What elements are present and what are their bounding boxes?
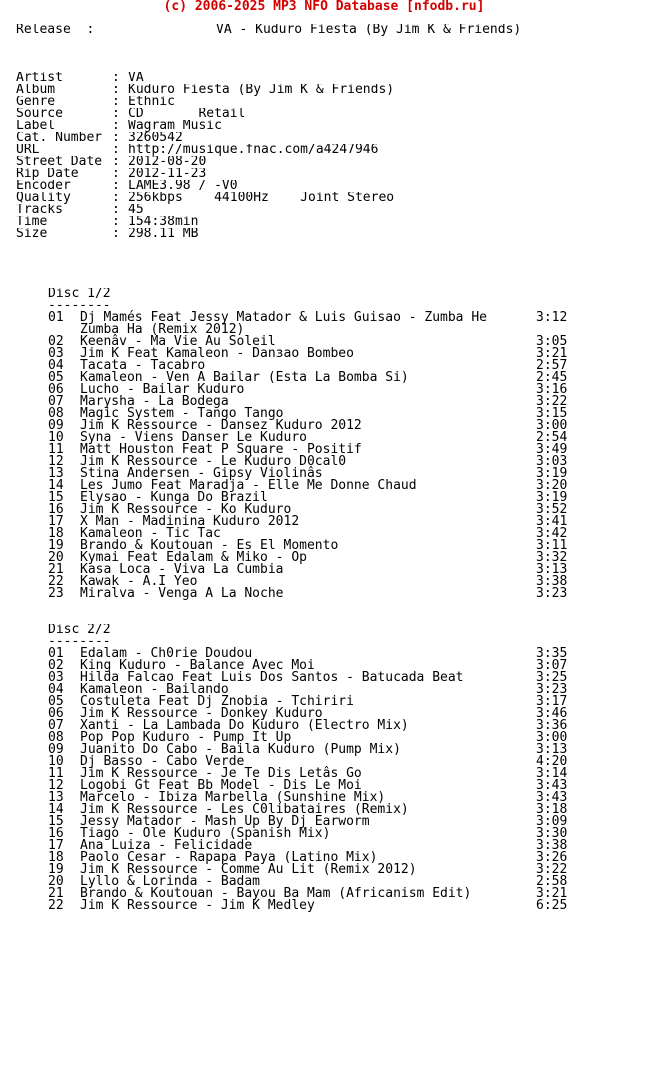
track-title: Keenâv - Ma Vie Au Soleil	[80, 334, 276, 349]
track-row	[48, 900, 648, 912]
track-time: 3:18	[536, 802, 568, 817]
track-number: 21	[48, 562, 64, 577]
info-separator: :	[112, 156, 120, 168]
release-label: Release :	[16, 24, 95, 36]
track-time: 2:54	[536, 430, 568, 445]
track-time: 3:52	[536, 502, 568, 517]
info-row	[16, 96, 648, 108]
info-row	[16, 108, 648, 120]
track-title: Matt Houston Feat P Square - Positif	[80, 442, 362, 457]
info-value: VA	[128, 72, 144, 84]
info-value: 256kbps 44100Hz Joint Stereo	[128, 192, 395, 204]
track-time: 3:05	[536, 334, 568, 349]
track-title: Jessy Matador - Mash Up By Dj Earworm	[80, 814, 370, 829]
track-title: Jim K Ressource - Dansez Kuduro 2012	[80, 418, 362, 433]
track-time: 2:45	[536, 370, 568, 385]
track-number: 15	[48, 814, 64, 829]
track-title: Kamaleon - Tic Tac	[80, 526, 221, 541]
info-row	[16, 168, 648, 180]
info-value: 45	[128, 204, 144, 216]
info-separator: :	[112, 168, 120, 180]
track-title: Les Jumo Feat Maradja - Elle Me Donne Chaud	[80, 478, 417, 493]
track-number: 23	[48, 586, 64, 601]
track-title: Pop Pop Kuduro - Pump It Up	[80, 730, 292, 745]
track-number: 04	[48, 682, 64, 697]
info-value: Ethnic	[128, 96, 175, 108]
track-title: Hilda Falcao Feat Luis Dos Santos - Batucada Beat	[80, 670, 464, 685]
spacer	[16, 48, 648, 60]
disc-section	[48, 288, 648, 600]
disc-rule: --------	[48, 300, 111, 312]
track-time: 3:42	[536, 526, 568, 541]
disc-section	[48, 624, 648, 912]
track-time: 3:46	[536, 706, 568, 721]
info-value: Kuduro Fiesta (By Jim K & Friends)	[128, 84, 395, 96]
track-title: Juanito Do Cabo - Baila Kuduro (Pump Mix)	[80, 742, 401, 757]
info-row	[16, 180, 648, 192]
track-number: 13	[48, 466, 64, 481]
release-value: VA - Kuduro Fiesta (By Jim K & Friends)	[216, 24, 522, 36]
tracklist	[16, 288, 648, 912]
track-title: Jim K Ressource - Donkey Kuduro	[80, 706, 323, 721]
track-number: 14	[48, 802, 64, 817]
track-number: 05	[48, 694, 64, 709]
spacer	[16, 276, 648, 288]
disc-rule: --------	[48, 636, 111, 648]
track-title: Marcelo - Ibiza Marbella (Sunshine Mix)	[80, 790, 386, 805]
track-time: 3:09	[536, 814, 568, 829]
track-number: 15	[48, 490, 64, 505]
track-title-continuation: Zumba Ha (Remix 2012)	[80, 322, 245, 337]
info-label: Time	[16, 216, 48, 228]
track-number: 11	[48, 766, 64, 781]
info-separator: :	[112, 144, 120, 156]
track-number: 22	[48, 898, 64, 913]
spacer	[16, 264, 648, 276]
track-number: 08	[48, 730, 64, 745]
track-number: 01	[48, 310, 64, 325]
track-time: 3:21	[536, 886, 568, 901]
track-number: 03	[48, 670, 64, 685]
track-number: 06	[48, 382, 64, 397]
track-number: 02	[48, 334, 64, 349]
info-row	[16, 132, 648, 144]
track-time: 3:38	[536, 574, 568, 589]
spacer	[16, 600, 648, 612]
track-time: 3:26	[536, 850, 568, 865]
info-label: Source	[16, 108, 63, 120]
track-title: Kamaleon - Ven A Bailar (Esta La Bomba Si)	[80, 370, 409, 385]
track-number: 01	[48, 646, 64, 661]
spacer	[16, 60, 648, 72]
track-time: 3:21	[536, 346, 568, 361]
info-row	[16, 204, 648, 216]
track-time: 3:36	[536, 718, 568, 733]
info-row	[16, 144, 648, 156]
track-title: Jim K Feat Kamaleon - Danзao Bombeo	[80, 346, 354, 361]
info-label: Album	[16, 84, 56, 96]
track-time: 3:14	[536, 766, 568, 781]
release-line	[16, 24, 648, 36]
track-title: Syna - Viens Danser Le Kuduro	[80, 430, 307, 445]
track-number: 09	[48, 742, 64, 757]
track-title: Elysao - Kunga Do Brazil	[80, 490, 268, 505]
track-number: 17	[48, 514, 64, 529]
track-number: 17	[48, 838, 64, 853]
track-time: 3:38	[536, 838, 568, 853]
track-title: Dj Mamés Feat Jessy Matador & Luis Guisao - Zumba He	[80, 310, 487, 325]
info-label: Genre	[16, 96, 56, 108]
info-separator: :	[112, 216, 120, 228]
track-time: 2:57	[536, 358, 568, 373]
info-separator: :	[112, 96, 120, 108]
info-label: Tracks	[16, 204, 63, 216]
track-time: 6:25	[536, 898, 568, 913]
info-row	[16, 72, 648, 84]
track-number: 18	[48, 850, 64, 865]
info-value: 298.11 MB	[128, 228, 199, 240]
info-separator: :	[112, 180, 120, 192]
track-time: 3:41	[536, 514, 568, 529]
info-label: Rip Date	[16, 168, 79, 180]
disc-title: Disc 1/2	[48, 288, 111, 300]
track-number: 16	[48, 826, 64, 841]
track-number: 03	[48, 346, 64, 361]
track-number: 05	[48, 370, 64, 385]
info-label: Size	[16, 228, 48, 240]
info-separator: :	[112, 228, 120, 240]
track-title: Jim K Ressource - Ko Kuduro	[80, 502, 292, 517]
track-title: Edalam - Ch0rie Doudou	[80, 646, 253, 661]
info-separator: :	[112, 192, 120, 204]
info-row	[16, 216, 648, 228]
spacer	[16, 240, 648, 252]
track-number: 09	[48, 418, 64, 433]
track-title: Jim K Ressource - Le Kuduro D0cal0	[80, 454, 347, 469]
track-title: Kamaleon - Bailando	[80, 682, 229, 697]
spacer	[16, 252, 648, 264]
info-label: URL	[16, 144, 40, 156]
track-time: 3:43	[536, 790, 568, 805]
track-time: 3:43	[536, 778, 568, 793]
info-label: Label	[16, 120, 56, 132]
track-title: Paolo Cesar - Rapapa Paya (Latino Mix)	[80, 850, 378, 865]
track-number: 16	[48, 502, 64, 517]
track-time: 3:11	[536, 538, 568, 553]
track-time: 3:30	[536, 826, 568, 841]
info-separator: :	[112, 120, 120, 132]
disc-title: Disc 2/2	[48, 624, 111, 636]
track-title: Kawak - A.I Yeo	[80, 574, 198, 589]
track-time: 3:25	[536, 670, 568, 685]
page-header: (c) 2006-2025 MP3 NFO Database [nfodb.ru]	[163, 0, 485, 14]
track-title: Marysha - La Bodega	[80, 394, 229, 409]
info-label: Quality	[16, 192, 71, 204]
track-time: 3:17	[536, 694, 568, 709]
track-number: 11	[48, 442, 64, 457]
track-number: 20	[48, 550, 64, 565]
info-separator: :	[112, 108, 120, 120]
info-value: 2012-11-23	[128, 168, 207, 180]
info-label: Street Date	[16, 156, 103, 168]
info-label: Encoder	[16, 180, 71, 192]
track-time: 3:49	[536, 442, 568, 457]
track-number: 12	[48, 454, 64, 469]
track-title: Brando & Koutouan - Es El Momento	[80, 538, 339, 553]
info-separator: :	[112, 204, 120, 216]
track-time: 3:22	[536, 394, 568, 409]
track-number: 19	[48, 538, 64, 553]
track-number: 20	[48, 874, 64, 889]
info-separator: :	[112, 132, 120, 144]
info-value: http://musique.fnac.com/a4247946	[128, 144, 379, 156]
track-time: 3:22	[536, 862, 568, 877]
track-time: 3:20	[536, 478, 568, 493]
track-number: 18	[48, 526, 64, 541]
track-time: 3:32	[536, 550, 568, 565]
track-time: 3:07	[536, 658, 568, 673]
track-title: X Man - Madinina Kuduro 2012	[80, 514, 300, 529]
track-time: 3:13	[536, 562, 568, 577]
track-title: Ana Luiza - Felicidade	[80, 838, 253, 853]
track-number: 14	[48, 478, 64, 493]
track-time: 3:00	[536, 730, 568, 745]
track-title: Tacata - Tacabro	[80, 358, 206, 373]
track-title: Miralva - Venga A La Noche	[80, 586, 284, 601]
track-time: 3:00	[536, 418, 568, 433]
track-number: 02	[48, 658, 64, 673]
track-title: Jim K Ressource - Les C0libataires (Remix)	[80, 802, 409, 817]
info-row	[16, 192, 648, 204]
track-title: Jim K Ressource - Comme Au Lit (Remix 2012)	[80, 862, 417, 877]
info-row	[16, 120, 648, 132]
info-value: 2012-08-20	[128, 156, 207, 168]
track-title: Brando & Koutouan - Bayou Ba Mam (Africanism Edit)	[80, 886, 472, 901]
track-number: 07	[48, 718, 64, 733]
info-separator: :	[112, 72, 120, 84]
track-title: Lucho - Bailar Kuduro	[80, 382, 245, 397]
track-time: 2:58	[536, 874, 568, 889]
track-time: 3:19	[536, 490, 568, 505]
track-row	[48, 588, 648, 600]
info-value: LAME3.98 / -V0	[128, 180, 238, 192]
track-time: 3:12	[536, 310, 568, 325]
track-title: Costuleta Feat Dj Znobia - Tchiriri	[80, 694, 354, 709]
info-value: 3260542	[128, 132, 183, 144]
info-block	[16, 72, 648, 240]
info-row	[16, 156, 648, 168]
track-time: 3:23	[536, 682, 568, 697]
nfo-document	[16, 24, 648, 912]
track-number: 22	[48, 574, 64, 589]
info-row	[16, 84, 648, 96]
track-time: 3:13	[536, 742, 568, 757]
track-number: 10	[48, 754, 64, 769]
track-title: King Kuduro - Balance Avec Moi	[80, 658, 315, 673]
track-title: Xanti - La Lambada Do Kuduro (Electro Mix)	[80, 718, 409, 733]
track-title: Stina Andersen - Gipsy Violinâs	[80, 466, 323, 481]
track-title: Jim K Ressource - Je Te Dis Letâs Go	[80, 766, 362, 781]
track-time: 3:16	[536, 382, 568, 397]
track-time: 3:19	[536, 466, 568, 481]
track-time: 3:35	[536, 646, 568, 661]
track-number: 08	[48, 406, 64, 421]
track-title: Dj Basso - Cabo Verde	[80, 754, 245, 769]
track-title: Jim K Ressource - Jim K Medley	[80, 898, 315, 913]
track-time: 3:23	[536, 586, 568, 601]
track-number: 19	[48, 862, 64, 877]
track-number: 10	[48, 430, 64, 445]
info-label: Cat. Number	[16, 132, 103, 144]
track-time: 3:03	[536, 454, 568, 469]
track-title: Magic System - Tango Tango	[80, 406, 284, 421]
track-number: 12	[48, 778, 64, 793]
info-value: Wagram Music	[128, 120, 222, 132]
spacer	[16, 612, 648, 624]
info-value: CD Retail	[128, 108, 246, 120]
track-number: 21	[48, 886, 64, 901]
track-number: 07	[48, 394, 64, 409]
track-number: 06	[48, 706, 64, 721]
info-separator: :	[112, 84, 120, 96]
track-number: 04	[48, 358, 64, 373]
track-number: 13	[48, 790, 64, 805]
track-title: Kymai Feat Edalam & Miko - Op	[80, 550, 307, 565]
spacer	[16, 36, 648, 48]
track-title: Logobi Gt Feat Bb Model - Dis Le Moi	[80, 778, 362, 793]
track-time: 3:15	[536, 406, 568, 421]
info-value: 154:38min	[128, 216, 199, 228]
track-title: Kasa Loca - Viva La Cumbia	[80, 562, 284, 577]
track-title: Lyllo & Lorinda - Badam	[80, 874, 261, 889]
info-label: Artist	[16, 72, 63, 84]
track-time: 4:20	[536, 754, 568, 769]
track-title: Tiago - Ole Kuduro (Spanish Mix)	[80, 826, 331, 841]
info-row	[16, 228, 648, 240]
